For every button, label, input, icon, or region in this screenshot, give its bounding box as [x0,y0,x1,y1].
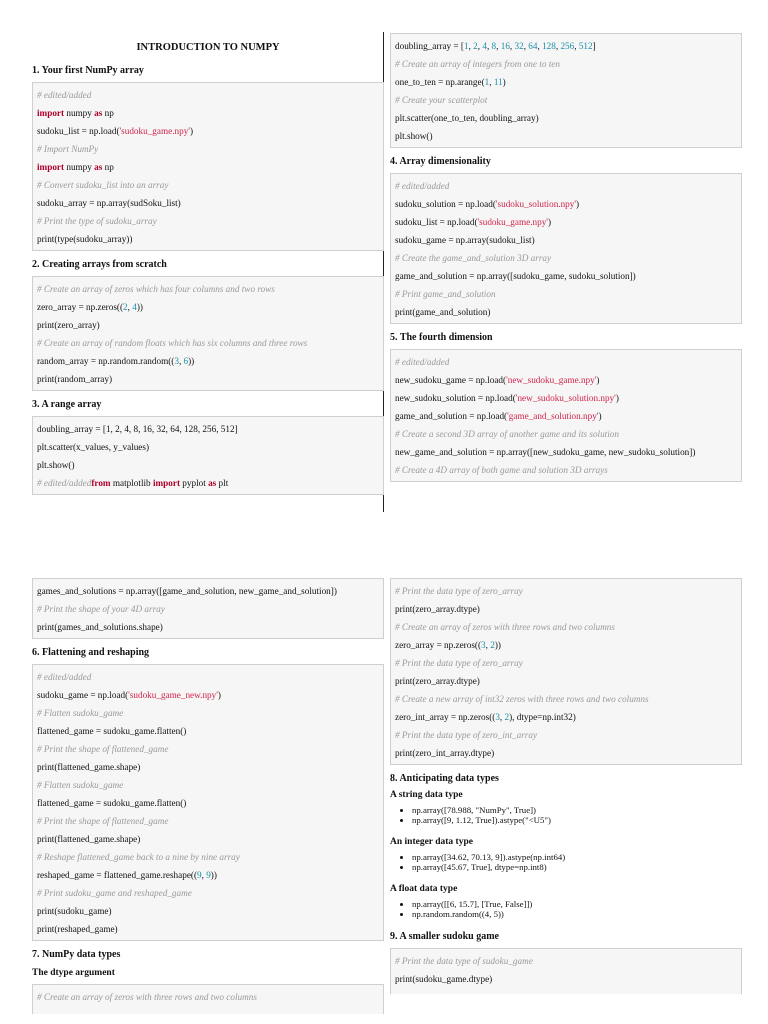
code-token: from [91,478,111,488]
code-comment: # Create a 4D array of both game and solution 3D arrays [395,465,608,475]
bullet-list [390,806,742,825]
code-token: plt.show() [395,131,433,141]
code-token: 9 [197,870,202,880]
code-line [395,371,737,389]
code-comment: # Import NumPy [37,144,99,154]
code-line [395,970,737,988]
code-line [395,744,737,762]
code-line [37,456,379,474]
code-token: print(flattened_game.shape) [37,762,141,772]
code-comment: # Create a new array of int32 zeros with three rows and two columns [395,694,649,704]
code-token: zero_int_array = np.zeros(( [395,712,496,722]
code-line [37,280,379,298]
column-1 [32,38,384,501]
code-comment: # Print the data type of sudoku_game [395,956,533,966]
code-comment: # Create an array of integers from one to ten [395,59,560,69]
column-3 [32,578,384,1014]
code-token: flattened_game = sudoku_game.flatten() [37,726,187,736]
code-token: )) [494,640,501,650]
list-item: • np.array([9, 1.12, True]).astype("<U5") [412,816,742,826]
code-comment: # edited/added [395,357,450,367]
subheading-dtype-argument: The dtype argument [32,968,115,978]
subheading-float-type: A float data type [390,884,458,894]
code-comment: # edited/added [37,672,92,682]
code-comment: # Create an array of zeros with three rows and two columns [395,622,615,632]
code-token: ) [217,690,221,700]
code-token: np [102,108,114,118]
code-token: 9 [206,870,211,880]
code-token: game_and_solution = np.load( [395,411,508,421]
code-token: 'new_sudoku_solution.npy' [515,393,616,403]
code-token: sudoku_list = np.load( [37,126,120,136]
code-line [37,474,379,492]
code-line [37,370,379,388]
code-token: ) [547,217,552,227]
subheading-string-type: A string data type [390,790,463,800]
code-token: random_array = np.random.random(( [37,356,175,366]
code-token: zero_array = np.zeros(( [37,302,124,312]
code-line [37,582,379,600]
code-token: flattened_game = sudoku_game.flatten() [37,798,187,808]
code-comment: # Create an array of random floats which has six columns and three rows [37,338,308,348]
code-comment: # Print the data type of zero_array [395,586,523,596]
code-token: ), dtype=np.int32) [509,712,576,722]
code-token: 256 [560,41,575,51]
code-token: , [178,356,184,366]
code-line [37,722,379,740]
code-token: print(zero_array.dtype) [395,604,480,614]
code-comment: # Create your scatterplot [395,95,488,105]
code-line [37,920,379,938]
code-comment: # edited/added [37,478,92,488]
code-token: ) [598,411,602,421]
code-line [37,618,379,636]
code-token: import [37,162,65,172]
code-token: sudoku_solution = np.load( [395,199,496,209]
heading-anticipating-data-types: 8. Anticipating data types [390,773,499,784]
code-comment: # Create an array of zeros with three rows and two columns [37,992,257,1002]
code-line [37,686,379,704]
code-token: 11 [493,77,503,87]
code-comment: # Create the game_and_solution 3D array [395,253,552,263]
code-comment: # Convert sudoku_list into an array [37,180,169,190]
code-line [37,812,379,830]
code-line [395,285,737,303]
code-line [395,37,737,55]
code-line [395,690,737,708]
code-comment: # Flatten sudoku_game [37,708,124,718]
code-line [37,794,379,812]
document-title: INTRODUCTION TO NUMPY [136,42,280,53]
code-token: 2 [490,640,495,650]
code-line [395,55,737,73]
code-comment: # Create a second 3D array of another game and its solution [395,429,619,439]
code-token: print(reshaped_game) [37,924,118,934]
code-line [37,334,379,352]
code-token: plt.scatter(one_to_ten, doubling_array) [395,113,539,123]
subheading-integer-type: An integer data type [390,837,473,847]
heading-creating-arrays: 2. Creating arrays from scratch [32,259,167,270]
code-line [395,443,737,461]
heading-fourth-dimension: 5. The fourth dimension [390,332,493,343]
code-line [37,866,379,884]
code-token: ] [592,41,596,51]
heading-flattening-reshaping: 6. Flattening and reshaping [32,647,150,658]
code-line [37,176,379,194]
code-line [37,704,379,722]
code-comment: # Print the type of sudoku_array [37,216,157,226]
code-line [37,600,379,618]
code-token: new_sudoku_solution = np.load( [395,393,516,403]
list-item: • np.random.random((4, 5)) [412,910,742,920]
code-comment: # Print the shape of flattened_game [37,744,169,754]
code-line [37,230,379,248]
code-token: , [485,640,491,650]
code-line [395,231,737,249]
code-token: , [477,41,483,51]
code-token: , [486,41,492,51]
code-line [395,726,737,744]
code-comment: # Flatten sudoku_game [37,780,124,790]
code-line [395,249,737,267]
column-2 [390,33,742,488]
code-line [37,158,379,176]
code-token: sudoku_game = np.array(sudoku_list) [395,235,535,245]
code-token: as [94,162,103,172]
code-token: 2 [504,712,510,722]
code-line [37,104,379,122]
code-comment: # edited/added [395,181,450,191]
code-token: 'sudoku_game.npy' [119,126,190,136]
code-line [37,902,379,920]
code-token: numpy [64,162,95,172]
code-token: new_sudoku_game = np.load( [395,375,507,385]
code-block [390,173,742,324]
code-line [395,636,737,654]
code-line [395,461,737,479]
code-comment: # Create an array of zeros which has four columns and two rows [37,284,275,294]
code-token: 2 [473,41,478,51]
code-block [32,416,384,495]
code-block [390,349,742,482]
code-token: as [94,108,103,118]
code-token: , [537,41,543,51]
code-token: 3 [174,356,179,366]
code-token: 3 [495,712,500,722]
code-token: , [201,870,207,880]
code-token: import [152,478,180,488]
code-block [390,578,742,765]
code-block [32,578,384,639]
code-token: ) [502,77,506,87]
code-token: as [208,478,217,488]
code-token: ) [189,126,194,136]
code-token: )) [136,302,143,312]
code-comment: # Print sudoku_game and reshaped_game [37,888,192,898]
code-token: doubling_array = [1, 2, 4, 8, 16, 32, 64, 128, 256, 512] [37,424,238,434]
code-comment: # Print game_and_solution [395,289,496,299]
code-line [37,884,379,902]
code-block [32,664,384,941]
code-line [395,389,737,407]
code-line [395,672,737,690]
code-line [37,140,379,158]
code-token: 'new_sudoku_game.npy' [506,375,597,385]
code-token: 2 [123,302,128,312]
code-token: , [496,41,501,51]
list-item: • np.array([34.62, 70.13, 9]).astype(np.int64) [412,853,742,863]
code-token: ) [596,375,600,385]
list-item: • np.array([78.988, "NumPy", True]) [412,806,742,816]
code-token: 3 [481,640,486,650]
code-line [395,425,737,443]
code-token: , [489,77,494,87]
code-token: games_and_solutions = np.array([game_and_solution, new_game_and_solution]) [37,586,337,596]
code-line [37,668,379,686]
code-token: plt.show() [37,460,75,470]
code-line [395,618,737,636]
code-token: 'sudoku_game.npy' [477,217,548,227]
heading-array-dimensionality: 4. Array dimensionality [390,156,491,167]
code-token: 1 [463,41,469,51]
bullet-list [390,900,742,919]
code-token: 8 [491,41,497,51]
code-token: print(game_and_solution) [395,307,491,317]
code-line [37,988,379,1006]
code-token: game_and_solution = np.array([sudoku_game, sudoku_solution]) [395,271,636,281]
code-token: doubling_array = [ [395,41,464,51]
code-line [37,194,379,212]
code-line [37,352,379,370]
code-line [37,316,379,334]
code-line [37,776,379,794]
code-token: print(sudoku_game) [37,906,112,916]
code-line [395,353,737,371]
code-token: 6 [183,356,189,366]
code-line [37,848,379,866]
code-token: 16 [500,41,510,51]
heading-numpy-data-types: 7. NumPy data types [32,949,121,960]
code-token: np [102,162,114,172]
code-token: 32 [514,41,524,51]
code-line [395,73,737,91]
code-token: pyplot [180,478,209,488]
code-block [390,33,742,148]
code-line [37,758,379,776]
code-token: numpy [64,108,95,118]
code-block [32,984,384,1014]
code-token: sudoku_game = np.load( [37,690,129,700]
code-token: print(sudoku_game.dtype) [395,974,493,984]
code-comment: # edited/added [37,90,92,100]
code-token: , [127,302,133,312]
code-token: matplotlib [110,478,153,488]
code-token: 4 [132,302,137,312]
code-comment: # Print the shape of flattened_game [37,816,169,826]
code-line [395,654,737,672]
code-line [37,420,379,438]
code-token: print(zero_array.dtype) [395,676,480,686]
code-comment: # Print the data type of zero_array [395,658,523,668]
code-comment: # Print the shape of your 4D array [37,604,165,614]
code-line [395,952,737,970]
code-token: reshaped_game = flattened_game.reshape(( [37,870,198,880]
code-line [37,740,379,758]
code-line [395,407,737,425]
code-token: , [574,41,579,51]
list-item: • np.array([45.67, True], dtype=np.int8) [412,863,742,873]
code-token: 1 [484,77,490,87]
code-token: )) [210,870,217,880]
code-block [32,82,384,251]
code-line [395,267,737,285]
code-token: ) [615,393,619,403]
code-token: , [468,41,474,51]
code-token: zero_array = np.zeros(( [395,640,482,650]
code-token: 'sudoku_solution.npy' [495,199,577,209]
code-line [37,438,379,456]
heading-smaller-sudoku: 9. A smaller sudoku game [390,931,499,942]
code-token: , [499,712,505,722]
code-token: 128 [542,41,556,51]
code-token: print(zero_array) [37,320,100,330]
code-token: 64 [528,41,538,51]
code-token: plt.scatter(x_values, y_values) [37,442,149,452]
bullet-list [390,853,742,872]
code-line [37,830,379,848]
code-token: one_to_ten = np.arange( [395,77,485,87]
code-token: print(games_and_solutions.shape) [37,622,163,632]
code-token: print(random_array) [37,374,112,384]
code-comment: # Print the data type of zero_int_array [395,730,538,740]
code-line [37,122,379,140]
heading-first-numpy-array: 1. Your first NumPy array [32,65,144,76]
code-line [395,303,737,321]
code-comment: # Reshape flattened_game back to a nine by nine array [37,852,240,862]
code-token: plt [216,478,229,488]
code-token: print(type(sudoku_array)) [37,234,133,244]
code-token: , [523,41,529,51]
code-token: , [555,41,561,51]
code-line [395,177,737,195]
code-block [32,276,384,391]
code-token: )) [188,356,195,366]
code-line [395,91,737,109]
code-token: ) [576,199,580,209]
code-token: , [509,41,515,51]
list-item: • np.array([[6, 15.7], [True, False]]) [412,900,742,910]
code-token: 4 [482,41,487,51]
code-line [395,708,737,726]
code-token: 'game_and_solution.npy' [507,411,599,421]
code-line [37,212,379,230]
code-token: sudoku_array = np.array(sudSoku_list) [37,198,181,208]
code-token: sudoku_list = np.load( [395,217,478,227]
code-token: print(flattened_game.shape) [37,834,141,844]
heading-range-array: 3. A range array [32,399,102,410]
code-block [390,948,742,994]
code-token: 'sudoku_game_new.npy' [128,690,218,700]
code-line [395,213,737,231]
code-line [395,582,737,600]
code-token: new_game_and_solution = np.array([new_sudoku_game, new_sudoku_solution]) [395,447,696,457]
code-token: import [37,108,65,118]
code-line [395,109,737,127]
code-line [37,298,379,316]
code-token: 512 [578,41,593,51]
code-line [395,127,737,145]
code-line [395,195,737,213]
code-line [395,600,737,618]
code-line [37,86,379,104]
column-4 [390,578,742,994]
code-token: print(zero_int_array.dtype) [395,748,495,758]
